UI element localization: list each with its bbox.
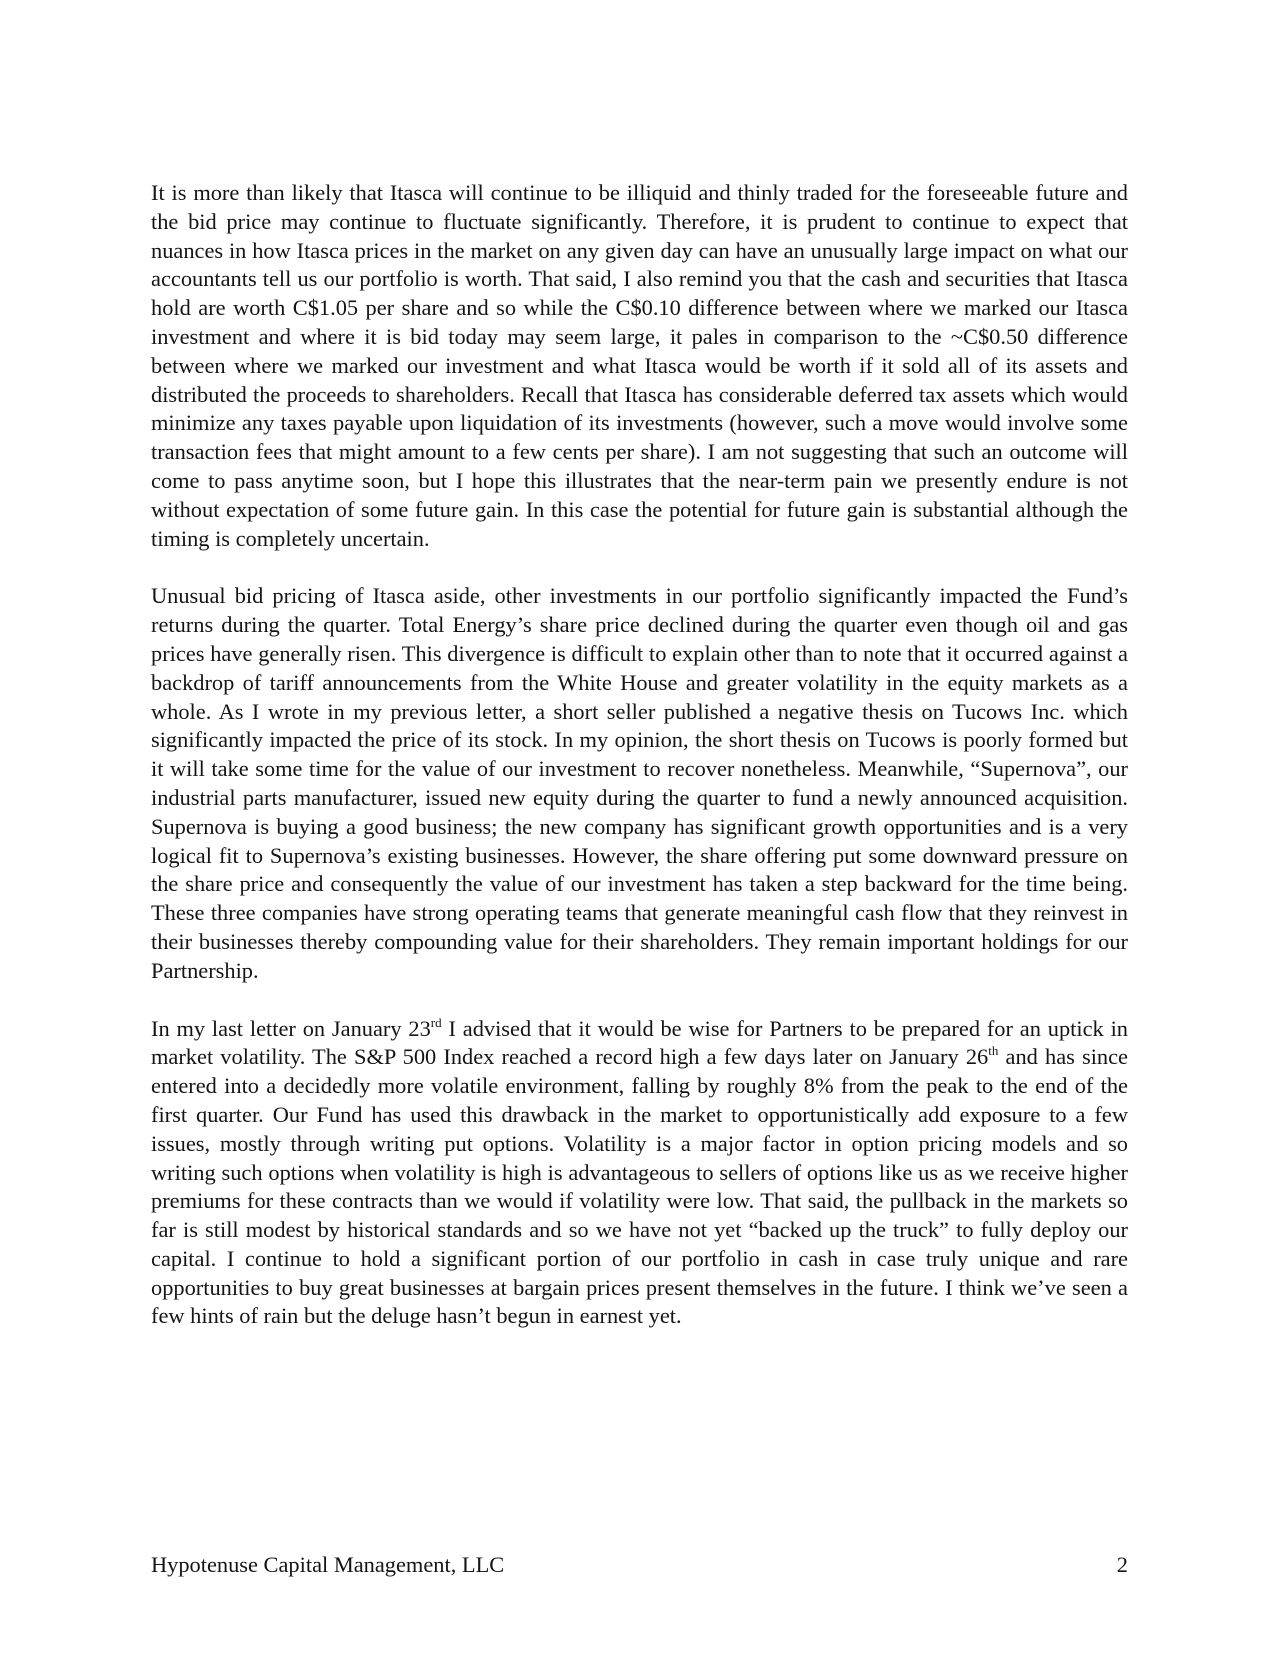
paragraph-3-text-3: and has since entered into a decidedly more volatile environment, falling by roughly 8% from the peak to the end of the first quarter. Our Fund has used this drawback in the market to opportunistically add exposure to a few issues, mostly through writing put options. Volatility is a major factor in option pricing models and so writing such options when volatility is high is advantageous to sellers of options like us as we receive higher premiums for these contracts than we would if volatility were low. That said, the pullback in the markets so far is still modest by historical standards and so we have not yet “backed up the truck” to fully deploy our capital. I continue to hold a significant portion of our portfolio in cash in case truly unique and rare opportunities to buy great businesses at bargain prices present themselves in the future. I think we’ve seen a few hints of rain but the deluge hasn’t begun in earnest yet. <box>151 1044 1128 1329</box>
paragraph-3-text-2: I advised that it would be wise for Partners to be prepared for an uptick in market volatility. The S&P 500 Index reached a record high a few days later on January 26 <box>151 1015 1128 1070</box>
paragraph-market-volatility <box>151 1015 1128 1332</box>
page-number: 2 <box>1116 1552 1128 1577</box>
footer-company-name: Hypotenuse Capital Management, LLC <box>151 1552 505 1577</box>
paragraph-portfolio-impacts: Unusual bid pricing of Itasca aside, other investments in our portfolio significantly impacted the Fund’s returns during the quarter. Total Energy’s share price declined during the quarter even though oil and gas prices have generally risen. This divergence is difficult to explain other than to note that it occurred against a backdrop of tariff announcements from the White House and greater volatility in the equity markets as a whole. As I wrote in my previous letter, a short seller published a negative thesis on Tucows Inc. which significantly impacted the price of its stock. In my opinion, the short thesis on Tucows is poorly formed but it will take some time for the value of our investment to recover nonetheless. Meanwhile, “Supernova”, our industrial parts manufacturer, issued new equity during the quarter to fund a newly announced acquisition. Supernova is buying a good business; the new company has significant growth opportunities and is a very logical fit to Supernova’s existing businesses. However, the share offering put some downward pressure on the share price and consequently the value of our investment has taken a step backward for the time being. These three companies have strong operating teams that generate meaningful cash flow that they reinvest in their businesses thereby compounding value for their shareholders. They remain important holdings for our Partnership. <box>151 583 1128 983</box>
paragraph-3-text-1: In my last letter on January 23 <box>151 1015 431 1041</box>
letter-body <box>151 179 1128 1360</box>
ordinal-suffix-th: th <box>988 1043 999 1059</box>
paragraph-itasca-liquidity: It is more than likely that Itasca will continue to be illiquid and thinly traded for the foreseeable future and the bid price may continue to fluctuate significantly. Therefore, it is prudent to continue to expect that nuances in how Itasca prices in the market on any given day can have an unusually large impact on what our accountants tell us our portfolio is worth. That said, I also remind you that the cash and securities that Itasca hold are worth C$1.05 per share and so while the C$0.10 difference between where we marked our Itasca investment and where it is bid today may seem large, it pales in comparison to the ~C$0.50 difference between where we marked our investment and what Itasca would be worth if it sold all of its assets and distributed the proceeds to shareholders. Recall that Itasca has considerable deferred tax assets which would minimize any taxes payable upon liquidation of its investments (however, such a move would involve some transaction fees that might amount to a few cents per share). I am not suggesting that such an outcome will come to pass anytime soon, but I hope this illustrates that the near-term pain we presently endure is not without expectation of some future gain. In this case the potential for future gain is substantial although the timing is completely uncertain. <box>151 180 1128 551</box>
ordinal-suffix-rd: rd <box>430 1014 442 1030</box>
